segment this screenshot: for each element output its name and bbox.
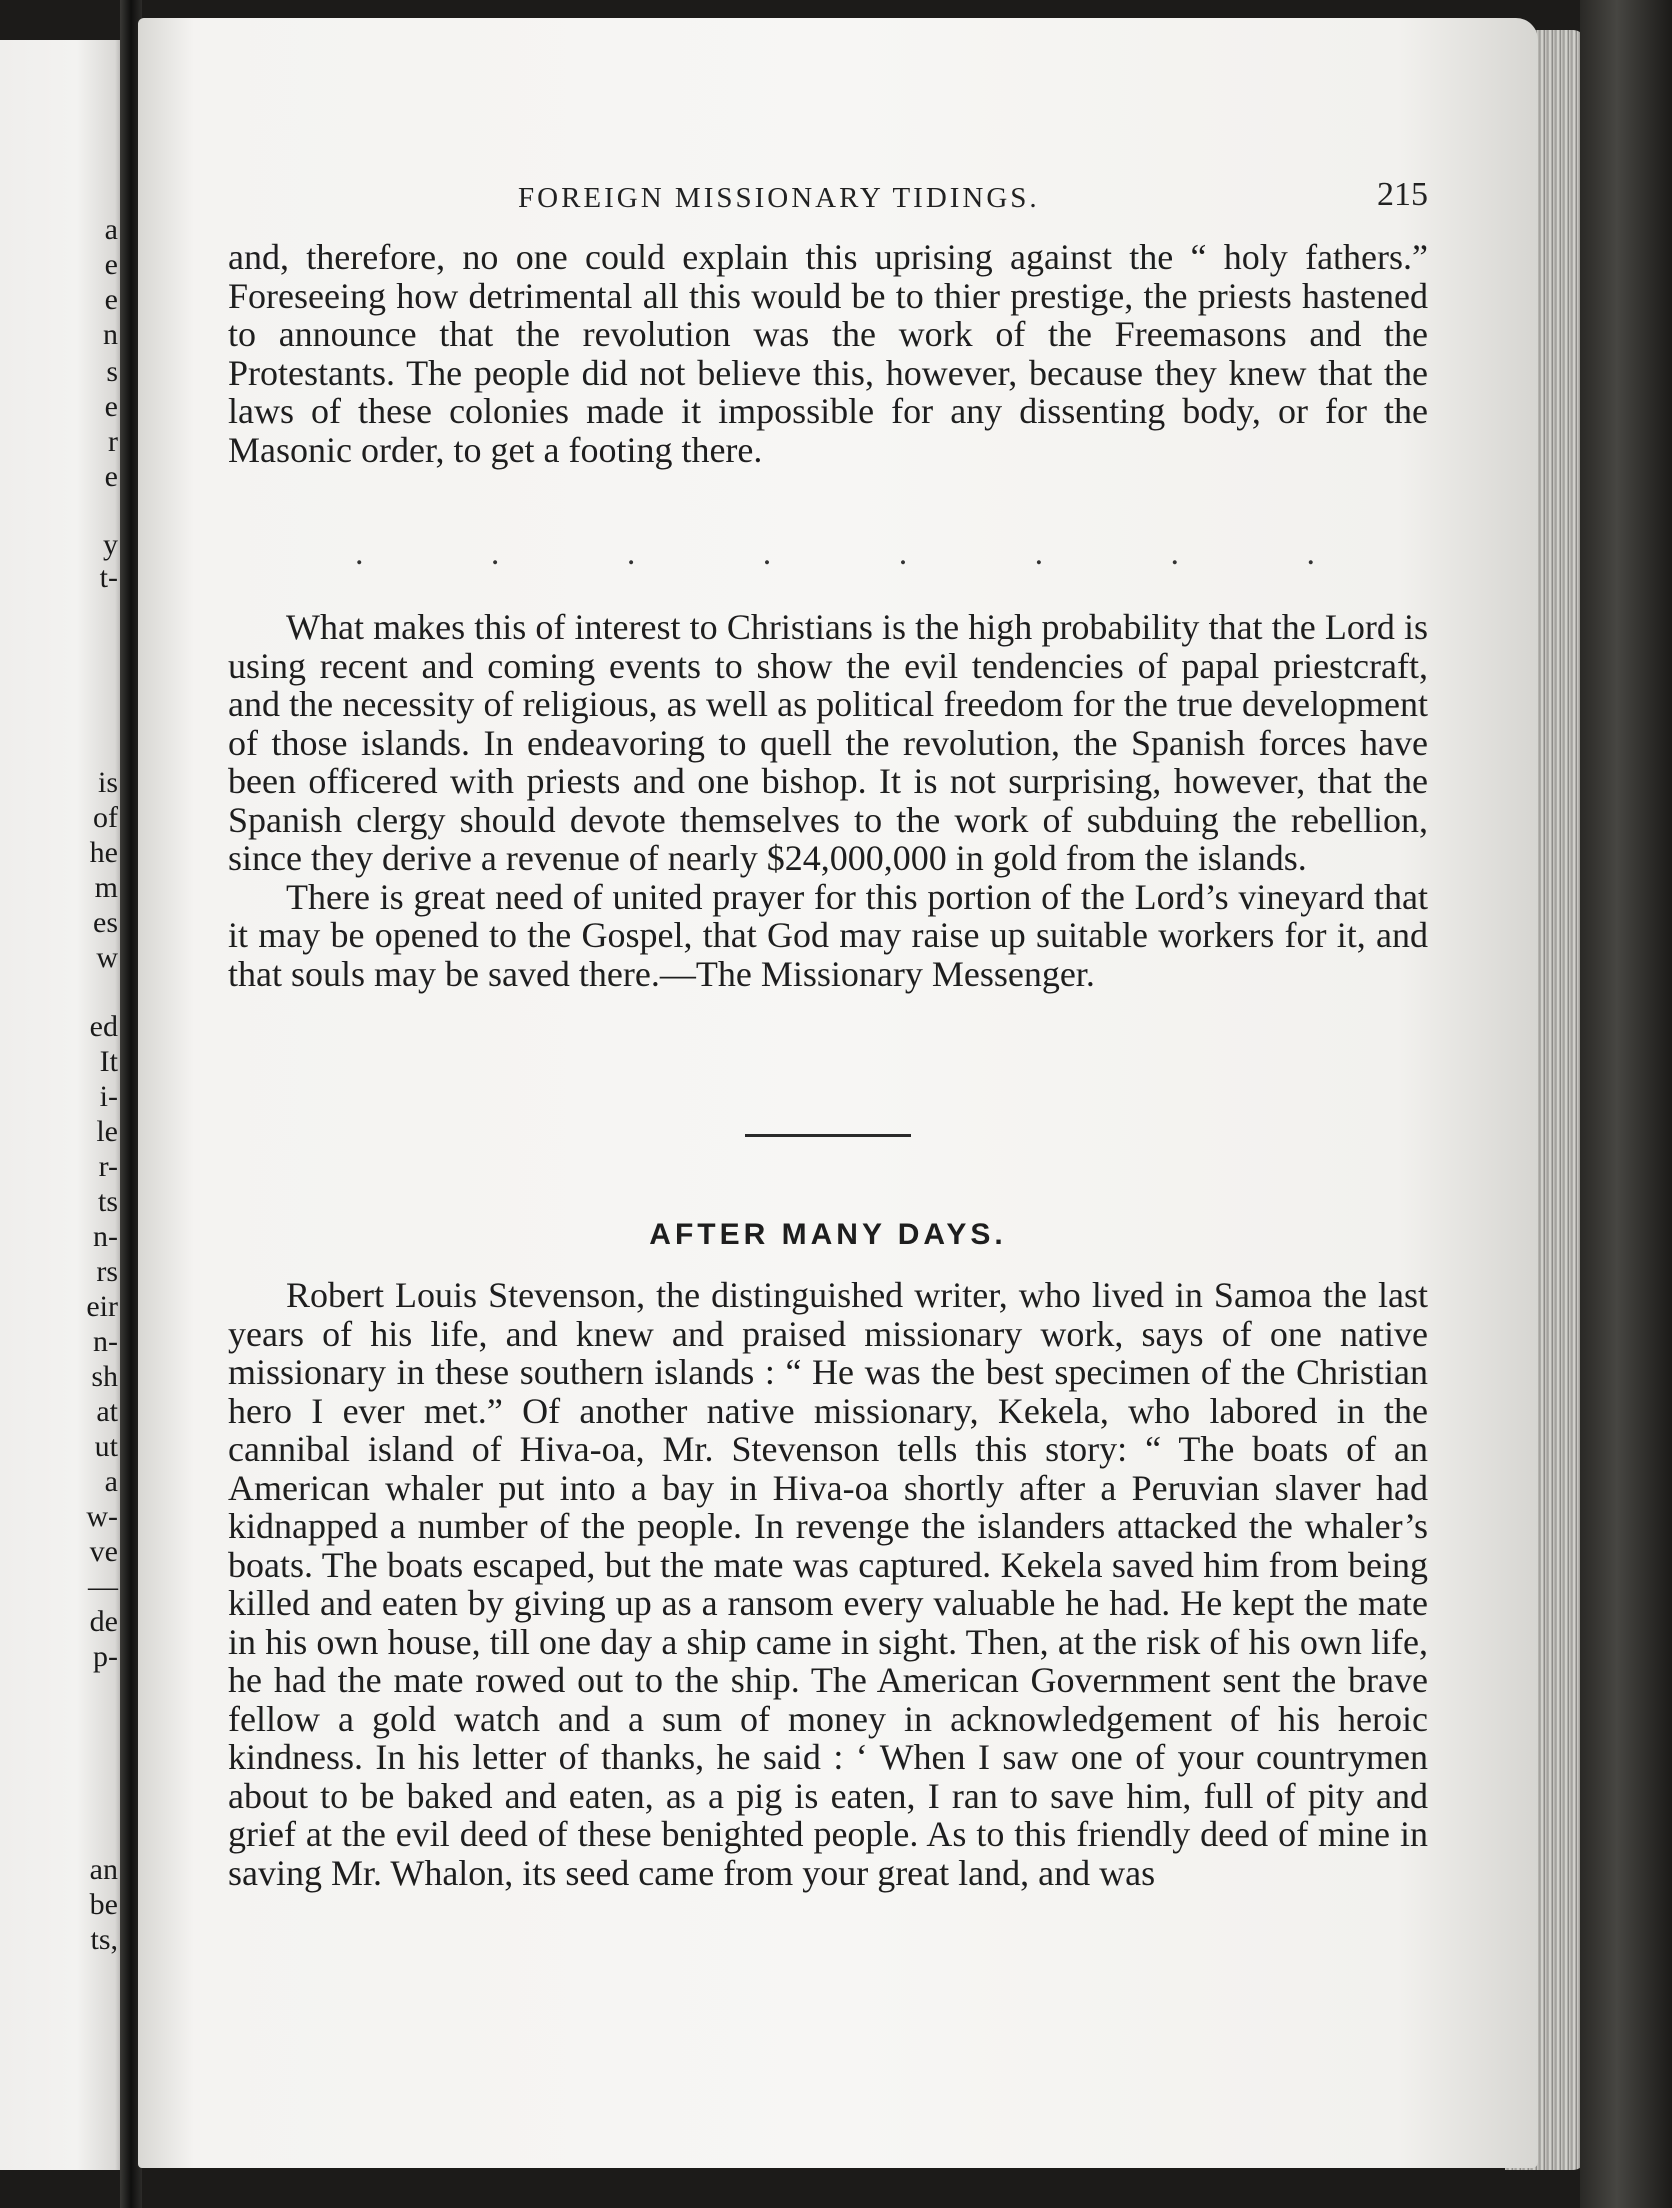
left-page-fragment: e <box>104 390 118 423</box>
left-page-fragment: ut <box>94 1430 118 1463</box>
ellipsis-dot: . <box>355 535 364 572</box>
paragraph-christians-interest: What makes this of interest to Christians is the high probability that the Lord is using recent and coming events to show the evil tendencies of papal priestcraft, and the necessity of religious, as well as political freedom for the true development of those islands. In endeavoring to quell the revolution, the Spanish forces have been officered with priests and one bishop. It is not surprising, however, that the Spanish clergy should devote themselves to the work of subduing the rebellion, since they derive a revenue of nearly $24,000,000 in gold from the islands. <box>228 607 1428 878</box>
ellipsis-dot: . <box>1306 535 1315 572</box>
ellipsis-dot: . <box>490 535 500 572</box>
left-page-fragment: e <box>104 283 118 316</box>
left-page-fragment: n- <box>93 1325 118 1358</box>
page-header <box>228 176 1428 226</box>
section-divider-rule <box>745 1134 911 1137</box>
left-page-fragment: a <box>104 1465 118 1498</box>
paragraph-united-prayer: There is great need of united prayer for this portion of the Lord’s vineyard that it may be opened to the Gospel, that God may raise up suitable workers for it, and that souls may be saved there.—The Missionary Messenger. <box>228 876 1428 994</box>
left-page-fragment: le <box>96 1115 118 1148</box>
ellipsis-dot: . <box>626 535 636 572</box>
left-page-fragment: e <box>104 248 118 281</box>
section-1-paragraph-2-block <box>228 608 1428 993</box>
paragraph-continued: and, therefore, no one could explain this uprising against the “ holy fathers.” Foreseeing how detrimental all this would be to thier prestige, the priests hastened to announce that the revolution was the work of the Freemasons and the Protestants. The people did not believe this, however, because they knew that the laws of these colonies made it impossible for any dissenting body, or for the Masonic order, to get a footing there. <box>228 237 1428 470</box>
left-page-fragment: m <box>94 871 118 904</box>
left-page-fragment: ts, <box>90 1923 118 1956</box>
left-page-fragment: r <box>108 425 118 458</box>
ellipsis-divider <box>355 535 1315 573</box>
left-page-fragment: t- <box>99 561 118 594</box>
left-page-fragment: It <box>99 1045 118 1078</box>
left-page-fragment: a <box>104 213 118 246</box>
ellipsis-dot: . <box>1034 535 1044 572</box>
left-page-fragment: p- <box>93 1640 118 1673</box>
left-page-fragment: — <box>88 1570 118 1603</box>
left-page-fragment: w- <box>86 1500 118 1533</box>
left-page-fragment: ve <box>89 1535 118 1568</box>
page-number: 215 <box>1377 176 1428 213</box>
left-page-fragment: rs <box>96 1255 118 1288</box>
left-page-fragment: be <box>89 1888 118 1921</box>
left-facing-page <box>0 40 128 2170</box>
left-page-fragment: y <box>103 528 118 561</box>
running-head: FOREIGN MISSIONARY TIDINGS. <box>518 182 1040 214</box>
left-page-fragment: he <box>89 836 118 869</box>
ellipsis-dot: . <box>1170 535 1180 572</box>
ellipsis-dot: . <box>762 535 772 572</box>
left-page-fragment: es <box>93 906 118 939</box>
ellipsis-dot: . <box>898 535 908 572</box>
paragraph-stevenson-story: Robert Louis Stevenson, the distinguished writer, who lived in Samoa the last years of his life, and knew and praised missionary work, says of one native missionary in these southern islands : “ He was the best specimen of the Christian hero I ever met.” Of another native missionary, Kekela, who labored in the cannibal island of Hiva-oa, Mr. Stevenson tells this story: “ The boats of an American whaler put into a bay in Hiva-oa shortly after a Peruvian slaver had kidnapped a number of the people. In revenge the islanders attacked the whaler’s boats. The boats escaped, but the mate was captured. Kekela saved him from being killed and eaten by giving up as a ransom every valuable he had. He kept the mate in his own house, till one day a ship came in sight. Then, at the risk of his own life, he had the mate rowed out to the ship. The American Government sent the brave fellow a gold watch and a sum of money in acknowledgement of his heroic kindness. In his letter of thanks, he said : ‘ When I saw one of your countrymen about to be baked and eaten, as a pig is eaten, I ran to save him, full of pity and grief at the evil deed of these benighted people. As to this friendly deed of mine in saving Mr. Whalon, its seed came from your great land, and was <box>228 1275 1428 1893</box>
left-page-fragment: n <box>103 318 118 351</box>
book-cover-edge <box>1580 0 1672 2208</box>
left-page-fragment: s <box>106 355 118 388</box>
left-page-fragment: e <box>104 460 118 493</box>
left-page-fragment: sh <box>91 1360 118 1393</box>
left-page-fragment: at <box>96 1395 118 1428</box>
article-heading: AFTER MANY DAYS. <box>649 1218 1007 1251</box>
left-page-fragment: an <box>89 1853 118 1886</box>
left-page-fragment: of <box>93 801 118 834</box>
left-page-fragment: is <box>97 766 118 799</box>
left-page-fragment: w <box>96 941 118 974</box>
section-1-paragraph-1-block <box>228 238 1428 469</box>
left-page-fragment: i- <box>99 1080 118 1113</box>
left-page-fragment: ts <box>97 1185 118 1218</box>
left-page-fragment: de <box>89 1605 118 1638</box>
section-2-body <box>228 1276 1428 1892</box>
left-page-fragment: eir <box>86 1290 118 1323</box>
left-page-fragment: n- <box>93 1220 118 1253</box>
left-page-fragment: ed <box>89 1010 118 1043</box>
left-page-fragment: r- <box>98 1150 118 1183</box>
